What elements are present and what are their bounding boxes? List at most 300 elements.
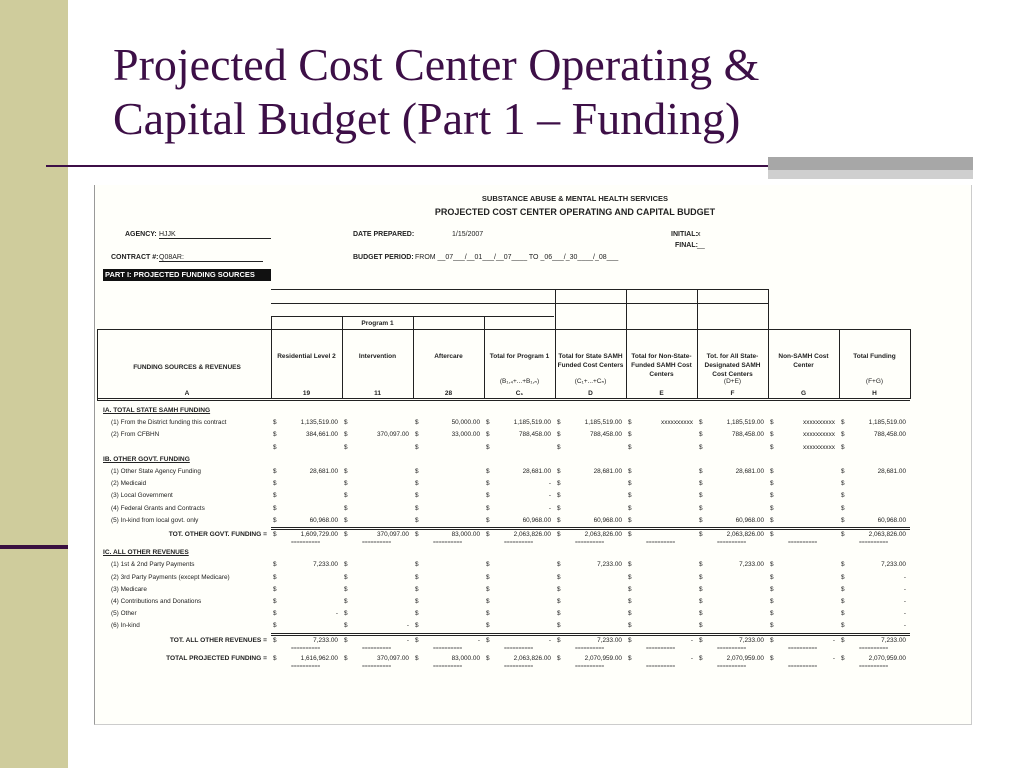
section-2-row-4-dollar-7: $ bbox=[770, 610, 774, 618]
section-2-row-2-dollar-1: $ bbox=[344, 585, 348, 593]
section-2-equals-0: ========== bbox=[291, 645, 321, 652]
section-2-row-1-dollar-7: $ bbox=[770, 573, 774, 581]
header-top-rule bbox=[271, 289, 768, 290]
section-1-row-4-dollar-6: $ bbox=[699, 516, 703, 524]
section-2-row-4-value-8: - bbox=[903, 610, 906, 618]
section-2-row-3-dollar-4: $ bbox=[557, 598, 561, 605]
grand-total-equals-6: ========== bbox=[717, 664, 747, 670]
section-2-total-dollar-7: $ bbox=[770, 636, 774, 644]
column-header-8: Non-SAMH Cost Center bbox=[778, 353, 829, 369]
section-2-row-2-dollar-0: $ bbox=[273, 585, 277, 593]
section-1-row-4-value-6: 60,968.00 bbox=[735, 516, 764, 524]
column-header-1: Residential Level 2 bbox=[277, 353, 336, 360]
initial-value: x bbox=[697, 231, 701, 238]
section-0-row-2-dollar-0: $ bbox=[273, 443, 277, 451]
section-1-total-value-6: 2,063,826.00 bbox=[726, 531, 764, 538]
section-1-row-0-dollar-1: $ bbox=[344, 468, 348, 475]
header-bottom-rule-2 bbox=[97, 400, 910, 401]
section-2-row-5-dollar-2: $ bbox=[415, 622, 419, 630]
section-2-row-5-dollar-0: $ bbox=[273, 622, 277, 630]
section-0-row-1-dollar-1: $ bbox=[344, 431, 348, 439]
form-header-1: SUBSTANCE ABUSE & MENTAL HEALTH SERVICES bbox=[481, 194, 669, 203]
section-2-total-dollar-8: $ bbox=[841, 636, 845, 644]
section-2-row-1-dollar-8: $ bbox=[841, 573, 845, 581]
section-2-total-value-8: 7,233.00 bbox=[881, 636, 906, 644]
section-2-row-5-dollar-3: $ bbox=[486, 622, 490, 630]
grand-total-value-6: 2,070,959.00 bbox=[726, 654, 764, 662]
section-2-row-0-dollar-5: $ bbox=[628, 561, 632, 569]
slide-title bbox=[113, 38, 973, 146]
section-2-row-2-value-8: - bbox=[903, 585, 906, 593]
column-code-0: A bbox=[184, 390, 190, 397]
section-1-row-0-value-4: 28,681.00 bbox=[593, 468, 622, 475]
column-header-2: Intervention bbox=[358, 353, 397, 360]
section-0-row-1-value-7: xxxxxxxxxx bbox=[803, 431, 835, 439]
section-2-row-3-dollar-6: $ bbox=[699, 598, 703, 605]
section-1-row-0-dollar-3: $ bbox=[486, 468, 490, 475]
grand-total-equals-8: ========== bbox=[859, 664, 889, 670]
section-2-row-1-dollar-4: $ bbox=[557, 573, 561, 581]
section-1-total-dollar-8: $ bbox=[841, 531, 845, 538]
section-1-total-dollar-1: $ bbox=[344, 531, 348, 538]
section-1-total-value-1: 370,097.00 bbox=[377, 531, 409, 538]
column-rule-10 bbox=[910, 329, 911, 399]
column-sub-4: (B₁,₄+...+B₁,ₙ) bbox=[499, 378, 540, 385]
grand-total-equals-1: ========== bbox=[362, 664, 392, 670]
section-1-row-2-value-3: - bbox=[548, 492, 551, 500]
section-2-row-0-value-0: 7,233.00 bbox=[313, 561, 338, 569]
section-2-equals-3: ========== bbox=[504, 645, 534, 652]
grand-total-value-4: 2,070,959.00 bbox=[584, 654, 622, 662]
date-prepared-label: DATE PREPARED: bbox=[353, 231, 415, 238]
left-accent-mark bbox=[0, 545, 68, 549]
section-0-row-0-value-7: xxxxxxxxxx bbox=[803, 419, 835, 427]
section-2-row-2-dollar-4: $ bbox=[557, 585, 561, 593]
grand-total-equals-7: ========== bbox=[788, 664, 818, 670]
grand-total-equals-2: ========== bbox=[433, 664, 463, 670]
column-code-1: 19 bbox=[302, 390, 311, 397]
grand-total-dollar-3: $ bbox=[486, 654, 490, 662]
section-0-row-1-value-2: 33,000.00 bbox=[451, 431, 480, 439]
section-0-row-0-value-6: 1,185,519.00 bbox=[726, 419, 764, 427]
section-2-equals-6: ========== bbox=[717, 645, 747, 652]
section-0-row-1-value-6: 788,458.00 bbox=[732, 431, 764, 439]
section-2-row-0-dollar-6: $ bbox=[699, 561, 703, 569]
section-2-row-1-label: (2) 3rd Party Payments (except Medicare) bbox=[111, 573, 230, 581]
section-1-row-4-dollar-2: $ bbox=[415, 516, 419, 524]
header-main-rule bbox=[97, 329, 910, 330]
section-2-row-0-value-8: 7,233.00 bbox=[881, 561, 906, 569]
section-0-row-0-value-5: xxxxxxxxxx bbox=[661, 419, 693, 427]
section-1-row-4-dollar-5: $ bbox=[628, 516, 632, 524]
section-1-total-dollar-3: $ bbox=[486, 531, 490, 538]
section-0-row-1-dollar-4: $ bbox=[557, 431, 561, 439]
section-1-row-2-dollar-7: $ bbox=[770, 492, 774, 500]
grand-total-equals-4: ========== bbox=[575, 664, 605, 670]
section-2-total-value-5: - bbox=[690, 636, 693, 644]
grand-total-value-5: - bbox=[690, 654, 693, 662]
section-1-row-1-dollar-6: $ bbox=[699, 480, 703, 488]
section-0-row-2-value-7: xxxxxxxxxx bbox=[803, 443, 835, 451]
section-1-total-dollar-0: $ bbox=[273, 531, 277, 538]
section-2-equals-8: ========== bbox=[859, 645, 889, 652]
section-2-total-dollar-4: $ bbox=[557, 636, 561, 644]
section-2-row-0-value-6: 7,233.00 bbox=[739, 561, 764, 569]
grand-total-value-8: 2,070,959.00 bbox=[868, 654, 906, 662]
section-2-row-1-dollar-2: $ bbox=[415, 573, 419, 581]
grand-total-value-2: 83,000.00 bbox=[451, 654, 480, 662]
section-2-total-rule-b bbox=[271, 635, 910, 636]
section-1-row-3-dollar-5: $ bbox=[628, 504, 632, 512]
section-1-row-1-dollar-4: $ bbox=[557, 480, 561, 488]
section-1-row-4-dollar-7: $ bbox=[770, 516, 774, 524]
section-1-total-dollar-2: $ bbox=[415, 531, 419, 538]
column-code-2: 11 bbox=[374, 390, 381, 397]
section-1-equals-5: ========== bbox=[646, 540, 676, 547]
grand-total-dollar-5: $ bbox=[628, 654, 632, 662]
section-2-row-3-dollar-0: $ bbox=[273, 598, 277, 605]
grand-total-dollar-8: $ bbox=[841, 654, 845, 662]
section-2-row-4-dollar-8: $ bbox=[841, 610, 845, 618]
column-sub-9: (F+G) bbox=[865, 378, 884, 385]
grand-total-dollar-7: $ bbox=[770, 654, 774, 662]
section-0-row-1-dollar-6: $ bbox=[699, 431, 703, 439]
section-0-row-2-dollar-2: $ bbox=[415, 443, 419, 451]
budget-period-value: FROM __07___/__01___/__07____ TO _06___/_30____/_08___ bbox=[415, 254, 619, 261]
form-header-2: PROJECTED COST CENTER OPERATING AND CAPITAL BUDGET bbox=[434, 207, 716, 217]
section-2-row-2-dollar-7: $ bbox=[770, 585, 774, 593]
section-1-equals-2: ========== bbox=[433, 540, 463, 547]
section-1-row-0-value-6: 28,681.00 bbox=[735, 468, 764, 475]
section-2-row-2-label: (3) Medicare bbox=[111, 585, 147, 593]
section-1-row-4-dollar-1: $ bbox=[344, 516, 348, 524]
section-0-row-1-dollar-5: $ bbox=[628, 431, 632, 439]
section-0-row-2-dollar-4: $ bbox=[557, 443, 561, 451]
section-2-total-dollar-1: $ bbox=[344, 636, 348, 644]
section-1-row-1-dollar-2: $ bbox=[415, 480, 419, 488]
section-2-row-3-label: (4) Contributions and Donations bbox=[111, 598, 202, 605]
section-0-row-0-value-8: 1,185,519.00 bbox=[868, 419, 906, 427]
section-1-row-4-dollar-8: $ bbox=[841, 516, 845, 524]
section-2-row-5-dollar-4: $ bbox=[557, 622, 561, 630]
section-0-row-0-dollar-2: $ bbox=[415, 419, 419, 427]
section-0-row-1-dollar-7: $ bbox=[770, 431, 774, 439]
column-sub-5: (C₁+...+Cₙ) bbox=[574, 378, 607, 385]
budget-form-image bbox=[94, 185, 972, 725]
section-0-row-0-dollar-5: $ bbox=[628, 419, 632, 427]
section-2-total-rule bbox=[271, 633, 910, 634]
section-1-row-4-dollar-3: $ bbox=[486, 516, 490, 524]
program-header: Program 1 bbox=[361, 320, 394, 327]
section-2-row-0-dollar-4: $ bbox=[557, 561, 561, 569]
section-0-row-0-dollar-4: $ bbox=[557, 419, 561, 427]
section-1-row-1-dollar-0: $ bbox=[273, 480, 277, 488]
section-1-row-3-dollar-4: $ bbox=[557, 504, 561, 512]
section-0-row-0-dollar-6: $ bbox=[699, 419, 703, 427]
column-header-3: Aftercare bbox=[434, 353, 463, 360]
section-2-row-5-label: (6) In-kind bbox=[111, 622, 140, 630]
section-2-row-3-dollar-2: $ bbox=[415, 598, 419, 605]
section-1-equals-6: ========== bbox=[717, 540, 747, 547]
grand-total-value-1: 370,097.00 bbox=[377, 654, 409, 662]
agency-label: AGENCY: bbox=[125, 231, 157, 238]
section-2-total-value-6: 7,233.00 bbox=[739, 636, 764, 644]
section-0-row-1-dollar-8: $ bbox=[841, 431, 845, 439]
section-2-row-1-dollar-0: $ bbox=[273, 573, 277, 581]
section-1-row-0-dollar-4: $ bbox=[557, 468, 561, 475]
contract-value: Q08AR: bbox=[159, 254, 263, 262]
section-2-row-2-dollar-6: $ bbox=[699, 585, 703, 593]
section-2-row-0-dollar-2: $ bbox=[415, 561, 419, 569]
column-rule-8 bbox=[768, 289, 769, 399]
section-1-row-3-label: (4) Federal Grants and Contracts bbox=[111, 504, 205, 512]
column-code-5: D bbox=[588, 390, 593, 397]
section-1-row-0-dollar-5: $ bbox=[628, 468, 632, 475]
section-2-total-value-2: - bbox=[477, 636, 480, 644]
section-2-total-dollar-3: $ bbox=[486, 636, 490, 644]
grand-total-label: TOTAL PROJECTED FUNDING = bbox=[166, 654, 267, 662]
section-1-equals-7: ========== bbox=[788, 540, 818, 547]
section-1-total-dollar-6: $ bbox=[699, 531, 703, 538]
column-header-9: Total Funding bbox=[853, 353, 896, 360]
section-0-row-0-value-4: 1,185,519.00 bbox=[584, 419, 622, 427]
section-1-equals-4: ========== bbox=[575, 540, 605, 547]
section-1-total-value-3: 2,063,826.00 bbox=[513, 531, 551, 538]
grand-total-dollar-0: $ bbox=[273, 654, 277, 662]
section-1-row-3-dollar-8: $ bbox=[841, 504, 845, 512]
grand-total-equals-0: ========== bbox=[291, 664, 321, 670]
grand-total-value-0: 1,616,962.00 bbox=[300, 654, 338, 662]
section-1-row-4-value-3: 60,968.00 bbox=[522, 516, 551, 524]
section-1-row-0-dollar-0: $ bbox=[273, 468, 277, 475]
section-1-row-2-dollar-5: $ bbox=[628, 492, 632, 500]
section-0-row-1-value-8: 788,458.00 bbox=[874, 431, 906, 439]
section-0-row-0-value-2: 50,000.00 bbox=[451, 419, 480, 427]
title-decor-box-inner bbox=[768, 170, 973, 179]
section-2-row-4-dollar-2: $ bbox=[415, 610, 419, 618]
section-2-row-3-dollar-7: $ bbox=[770, 598, 774, 605]
section-2-total-dollar-5: $ bbox=[628, 636, 632, 644]
section-title-2: IC. ALL OTHER REVENUES bbox=[103, 549, 189, 557]
section-1-row-4-dollar-4: $ bbox=[557, 516, 561, 524]
part-i-label: PART I: PROJECTED FUNDING SOURCES bbox=[103, 269, 271, 281]
section-2-row-0-dollar-8: $ bbox=[841, 561, 845, 569]
section-1-total-dollar-7: $ bbox=[770, 531, 774, 538]
section-0-row-0-dollar-3: $ bbox=[486, 419, 490, 427]
final-label: FINAL: bbox=[675, 242, 698, 249]
section-0-row-2-dollar-1: $ bbox=[344, 443, 348, 451]
section-2-row-0-dollar-3: $ bbox=[486, 561, 490, 569]
header-bottom-rule bbox=[97, 398, 910, 399]
section-1-row-3-value-3: - bbox=[548, 504, 551, 512]
column-sub-7: (D+E) bbox=[723, 378, 742, 385]
section-1-total-value-8: 2,063,826.00 bbox=[868, 531, 906, 538]
section-1-row-4-value-4: 60,968.00 bbox=[593, 516, 622, 524]
section-2-row-4-dollar-6: $ bbox=[699, 610, 703, 618]
grand-total-value-7: - bbox=[832, 654, 835, 662]
section-2-row-4-dollar-0: $ bbox=[273, 610, 277, 618]
section-2-row-3-value-8: - bbox=[903, 598, 906, 605]
section-2-total-value-4: 7,233.00 bbox=[597, 636, 622, 644]
section-1-total-dollar-4: $ bbox=[557, 531, 561, 538]
grand-total-dollar-2: $ bbox=[415, 654, 419, 662]
section-1-total-rule-b bbox=[271, 529, 910, 530]
section-1-row-0-dollar-8: $ bbox=[841, 468, 845, 475]
column-header-0: FUNDING SOURCES & REVENUES bbox=[133, 364, 241, 371]
section-0-row-0-dollar-0: $ bbox=[273, 419, 277, 427]
section-2-equals-4: ========== bbox=[575, 645, 605, 652]
section-2-row-3-dollar-1: $ bbox=[344, 598, 348, 605]
section-1-row-0-dollar-7: $ bbox=[770, 468, 774, 475]
section-1-total-dollar-5: $ bbox=[628, 531, 632, 538]
section-1-equals-3: ========== bbox=[504, 540, 534, 547]
section-1-row-0-dollar-6: $ bbox=[699, 468, 703, 475]
grand-total-value-3: 2,063,826.00 bbox=[513, 654, 551, 662]
left-frame-rule bbox=[97, 329, 98, 400]
section-0-row-1-dollar-2: $ bbox=[415, 431, 419, 439]
section-1-total-label: TOT. OTHER GOVT. FUNDING = bbox=[168, 531, 267, 538]
section-1-row-2-dollar-1: $ bbox=[344, 492, 348, 500]
section-2-row-0-label: (1) 1st & 2nd Party Payments bbox=[111, 561, 195, 569]
section-0-row-1-value-4: 788,458.00 bbox=[590, 431, 622, 439]
section-1-row-4-dollar-0: $ bbox=[273, 516, 277, 524]
section-1-row-1-value-3: - bbox=[548, 480, 551, 488]
section-1-row-2-label: (3) Local Government bbox=[111, 492, 173, 500]
section-1-row-1-dollar-8: $ bbox=[841, 480, 845, 488]
section-2-total-label: TOT. ALL OTHER REVENUES = bbox=[169, 636, 267, 644]
section-0-row-0-dollar-7: $ bbox=[770, 419, 774, 427]
section-0-row-0-dollar-1: $ bbox=[344, 419, 348, 427]
section-2-row-2-dollar-2: $ bbox=[415, 585, 419, 593]
section-0-row-1-label: (2) From CFBHN bbox=[111, 431, 160, 439]
header-rule-2 bbox=[271, 303, 768, 304]
section-1-row-4-value-0: 60,968.00 bbox=[309, 516, 338, 524]
section-0-row-2-dollar-5: $ bbox=[628, 443, 632, 451]
section-2-row-4-value-0: - bbox=[335, 610, 338, 618]
section-1-total-rule bbox=[271, 527, 910, 528]
section-1-row-1-dollar-7: $ bbox=[770, 480, 774, 488]
section-0-row-0-value-3: 1,185,519.00 bbox=[513, 419, 551, 427]
section-2-row-1-value-8: - bbox=[903, 573, 906, 581]
section-2-row-0-dollar-0: $ bbox=[273, 561, 277, 569]
column-code-8: G bbox=[800, 390, 807, 397]
section-2-row-5-dollar-5: $ bbox=[628, 622, 632, 630]
section-1-row-1-label: (2) Medicaid bbox=[111, 480, 147, 488]
section-1-row-4-value-8: 60,968.00 bbox=[877, 516, 906, 524]
section-2-row-5-dollar-6: $ bbox=[699, 622, 703, 630]
section-2-row-1-dollar-3: $ bbox=[486, 573, 490, 581]
section-1-row-1-dollar-3: $ bbox=[486, 480, 490, 488]
section-2-row-3-dollar-8: $ bbox=[841, 598, 845, 605]
section-1-row-0-value-0: 28,681.00 bbox=[309, 468, 338, 475]
section-1-row-0-dollar-2: $ bbox=[415, 468, 419, 475]
section-1-row-3-dollar-7: $ bbox=[770, 504, 774, 512]
section-2-total-dollar-6: $ bbox=[699, 636, 703, 644]
section-2-row-1-dollar-5: $ bbox=[628, 573, 632, 581]
section-2-row-4-label: (5) Other bbox=[111, 610, 137, 618]
section-0-row-0-label: (1) From the District funding this contract bbox=[111, 419, 227, 427]
column-code-9: H bbox=[872, 390, 877, 397]
section-2-row-5-dollar-8: $ bbox=[841, 622, 845, 630]
section-2-row-4-dollar-1: $ bbox=[344, 610, 348, 618]
section-0-row-1-dollar-3: $ bbox=[486, 431, 490, 439]
section-2-total-value-3: - bbox=[548, 636, 551, 644]
section-1-row-0-value-8: 28,681.00 bbox=[877, 468, 906, 475]
section-2-equals-7: ========== bbox=[788, 645, 818, 652]
section-1-row-3-dollar-3: $ bbox=[486, 504, 490, 512]
section-1-total-value-4: 2,063,826.00 bbox=[584, 531, 622, 538]
budget-period-label: BUDGET PERIOD: bbox=[353, 254, 414, 261]
section-1-row-1-dollar-1: $ bbox=[344, 480, 348, 488]
section-1-row-2-dollar-8: $ bbox=[841, 492, 845, 500]
section-2-row-2-dollar-5: $ bbox=[628, 585, 632, 593]
section-1-row-3-dollar-6: $ bbox=[699, 504, 703, 512]
grand-total-dollar-1: $ bbox=[344, 654, 348, 662]
section-2-row-5-value-8: - bbox=[903, 622, 906, 630]
section-2-total-value-0: 7,233.00 bbox=[313, 636, 338, 644]
grand-total-dollar-6: $ bbox=[699, 654, 703, 662]
grand-total-equals-3: ========== bbox=[504, 664, 534, 670]
section-2-row-3-dollar-3: $ bbox=[486, 598, 490, 605]
section-2-row-1-dollar-6: $ bbox=[699, 573, 703, 581]
section-2-total-dollar-0: $ bbox=[273, 636, 277, 644]
section-2-equals-2: ========== bbox=[433, 645, 463, 652]
column-header-4: Total for Program 1 bbox=[489, 353, 550, 360]
section-1-row-2-dollar-3: $ bbox=[486, 492, 490, 500]
section-1-equals-1: ========== bbox=[362, 540, 392, 547]
initial-label: INITIAL: bbox=[671, 231, 698, 238]
section-0-row-1-value-0: 384,661.00 bbox=[306, 431, 338, 439]
column-code-4: C₁ bbox=[515, 390, 524, 397]
section-1-row-3-dollar-1: $ bbox=[344, 504, 348, 512]
section-2-row-0-dollar-1: $ bbox=[344, 561, 348, 569]
column-header-5: Total for State SAMH Funded Cost Centers bbox=[557, 353, 624, 369]
section-0-row-1-value-1: 370,097.00 bbox=[377, 431, 409, 439]
section-1-row-2-dollar-2: $ bbox=[415, 492, 419, 500]
column-code-6: E bbox=[659, 390, 664, 397]
section-0-row-2-dollar-3: $ bbox=[486, 443, 490, 451]
section-1-row-0-label: (1) Other State Agency Funding bbox=[111, 468, 201, 475]
section-2-row-5-dollar-1: $ bbox=[344, 622, 348, 630]
section-2-total-value-7: - bbox=[832, 636, 835, 644]
section-0-row-2-dollar-8: $ bbox=[841, 443, 845, 451]
title-line-1: Projected Cost Center Operating & bbox=[113, 39, 760, 90]
section-1-equals-0: ========== bbox=[291, 540, 321, 547]
left-accent-bar bbox=[0, 0, 68, 768]
section-0-row-1-value-3: 788,458.00 bbox=[519, 431, 551, 439]
section-1-row-3-dollar-2: $ bbox=[415, 504, 419, 512]
section-2-row-4-dollar-5: $ bbox=[628, 610, 632, 618]
section-1-row-3-dollar-0: $ bbox=[273, 504, 277, 512]
date-prepared-value: 1/15/2007 bbox=[452, 231, 484, 238]
section-2-row-1-dollar-1: $ bbox=[344, 573, 348, 581]
section-2-equals-5: ========== bbox=[646, 645, 676, 652]
final-value: __ bbox=[697, 242, 705, 249]
section-2-total-value-1: - bbox=[406, 636, 409, 644]
section-2-row-4-dollar-3: $ bbox=[486, 610, 490, 618]
section-1-row-2-dollar-0: $ bbox=[273, 492, 277, 500]
section-1-row-2-dollar-6: $ bbox=[699, 492, 703, 500]
section-0-row-2-dollar-7: $ bbox=[770, 443, 774, 451]
section-0-row-0-value-0: 1,135,519.00 bbox=[300, 419, 338, 427]
section-0-row-2-dollar-6: $ bbox=[699, 443, 703, 451]
section-2-row-2-dollar-8: $ bbox=[841, 585, 845, 593]
grand-total-equals-5: ========== bbox=[646, 664, 676, 670]
column-rule-6 bbox=[626, 289, 627, 399]
title-line-2: Capital Budget (Part 1 – Funding) bbox=[113, 93, 741, 144]
column-header-7: Tot. for All State-Designated SAMH Cost Centers bbox=[704, 353, 761, 378]
section-2-row-0-dollar-7: $ bbox=[770, 561, 774, 569]
